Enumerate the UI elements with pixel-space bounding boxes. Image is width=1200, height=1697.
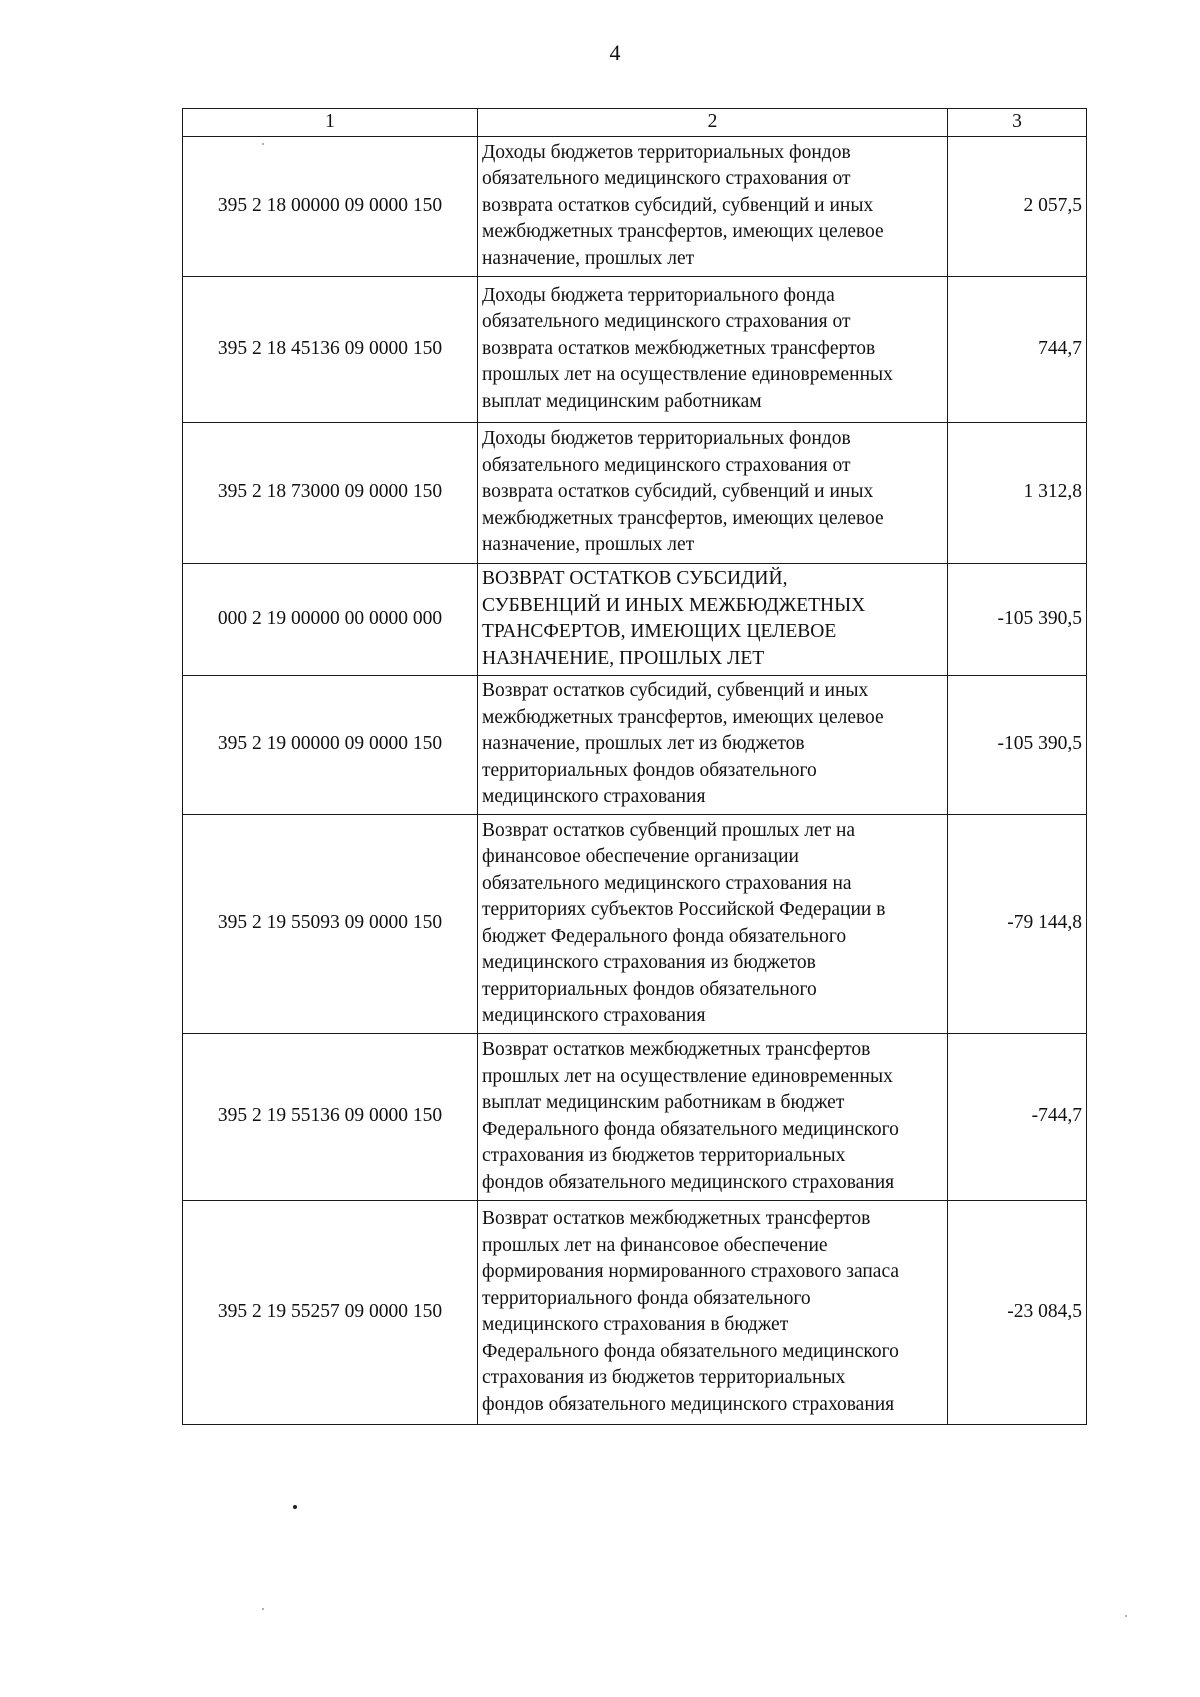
table-row (183, 1200, 1087, 1424)
budget-code: 395 2 19 55093 09 0000 150 (183, 814, 478, 1033)
column-header-2: 2 (478, 109, 948, 137)
revenue-description (478, 563, 948, 675)
description-line: назначение, прошлых лет (482, 247, 695, 269)
amount: -105 390,5 (948, 563, 1087, 675)
description-line: территориях субъектов Российской Федерации в (482, 899, 886, 920)
table-row (183, 136, 1087, 276)
budget-code: 000 2 19 00000 00 0000 000 (183, 563, 478, 675)
description-line: территориальных фондов обязательного (482, 978, 817, 1000)
description-line: территориальных фондов обязательного (482, 759, 817, 781)
scan-speck (1125, 1615, 1127, 1617)
description-line: выплат медицинским работникам в бюджет (482, 1092, 845, 1113)
amount: -23 084,5 (948, 1200, 1087, 1424)
description-line: территориального фонда обязательного (482, 1287, 811, 1309)
amount: 1 312,8 (948, 422, 1087, 563)
description-line: финансовое обеспечение организации (482, 846, 799, 867)
description-line: возврата остатков субсидий, субвенций и иных (482, 481, 874, 503)
description-line: прошлых лет на финансовое обеспечение (482, 1234, 828, 1256)
description-line: назначение, прошлых лет (482, 534, 695, 556)
description-line: Доходы бюджета территориального фонда (482, 284, 835, 306)
description-line: обязательного медицинского страхования от (482, 454, 851, 476)
description-line: Возврат остатков межбюджетных трансфертов (482, 1208, 871, 1229)
budget-code: 395 2 19 00000 09 0000 150 (183, 675, 478, 814)
scan-dot (293, 1505, 297, 1509)
description-line: Возврат остатков субсидий, субвенций и иных (482, 680, 869, 702)
description-line: страхования из бюджетов территориальных (482, 1145, 846, 1166)
table-row (183, 814, 1087, 1033)
amount: 2 057,5 (948, 136, 1087, 276)
description-line: медицинского страхования из бюджетов (482, 952, 816, 973)
description-line: медицинского страхования в бюджет (482, 1314, 789, 1335)
description-line: назначение, прошлых лет из бюджетов (482, 733, 805, 755)
table-row (183, 276, 1087, 422)
description-line: обязательного медицинского страхования от (482, 311, 851, 333)
budget-code: 395 2 18 00000 09 0000 150 (183, 136, 478, 276)
table-row (183, 1033, 1087, 1200)
scan-speck (262, 143, 264, 145)
column-header-3: 3 (948, 109, 1087, 137)
table-row (183, 422, 1087, 563)
description-line: Доходы бюджетов территориальных фондов (482, 428, 851, 450)
revenue-description (478, 1033, 948, 1200)
description-line: Возврат остатков субвенций прошлых лет на (482, 819, 856, 841)
revenue-description (478, 1200, 948, 1424)
table-row (183, 675, 1087, 814)
description-line: возврата остатков межбюджетных трансфертов (482, 337, 876, 359)
description-line: ВОЗВРАТ ОСТАТКОВ СУБСИДИЙ, (482, 568, 788, 589)
amount: -744,7 (948, 1033, 1087, 1200)
table-row (183, 563, 1087, 675)
description-line: медицинского страхования (482, 1005, 706, 1026)
description-line: страхования из бюджетов территориальных (482, 1367, 846, 1388)
description-line: Доходы бюджетов территориальных фондов (482, 141, 851, 163)
description-line: бюджет Федерального фонда обязательного (482, 925, 847, 947)
amount: -105 390,5 (948, 675, 1087, 814)
scan-speck (262, 1608, 264, 1610)
budget-code: 395 2 19 55257 09 0000 150 (183, 1200, 478, 1424)
description-line: межбюджетных трансфертов, имеющих целевое (482, 706, 884, 728)
description-line: медицинского страхования (482, 786, 706, 808)
budget-code: 395 2 18 45136 09 0000 150 (183, 276, 478, 422)
description-line: прошлых лет на осуществление единовременных (482, 1065, 893, 1087)
description-line: фондов обязательного медицинского страхования (482, 1171, 895, 1193)
description-line: межбюджетных трансфертов, имеющих целевое (482, 221, 884, 243)
amount: -79 144,8 (948, 814, 1087, 1033)
budget-code: 395 2 19 55136 09 0000 150 (183, 1033, 478, 1200)
page-number: 4 (609, 40, 621, 65)
description-line: фондов обязательного медицинского страхования (482, 1393, 895, 1415)
description-line: обязательного медицинского страхования от (482, 168, 851, 190)
revenue-description (478, 276, 948, 422)
description-line: ТРАНСФЕРТОВ, ИМЕЮЩИХ ЦЕЛЕВОЕ (482, 621, 837, 642)
column-header-1: 1 (183, 109, 478, 137)
description-line: обязательного медицинского страхования на (482, 872, 852, 894)
description-line: возврата остатков субсидий, субвенций и иных (482, 194, 874, 216)
description-line: межбюджетных трансфертов, имеющих целевое (482, 507, 884, 529)
description-line: СУБВЕНЦИЙ И ИНЫХ МЕЖБЮДЖЕТНЫХ (482, 594, 866, 616)
description-line: выплат медицинским работникам (482, 390, 762, 412)
description-line: Федерального фонда обязательного медицинского (482, 1118, 899, 1140)
description-line: Возврат остатков межбюджетных трансфертов (482, 1039, 871, 1060)
budget-table (182, 108, 1087, 1425)
revenue-description (478, 814, 948, 1033)
description-line: НАЗНАЧЕНИЕ, ПРОШЛЫХ ЛЕТ (482, 647, 765, 669)
revenue-description (478, 422, 948, 563)
budget-code: 395 2 18 73000 09 0000 150 (183, 422, 478, 563)
amount: 744,7 (948, 276, 1087, 422)
description-line: прошлых лет на осуществление единовременных (482, 364, 893, 386)
revenue-description (478, 136, 948, 276)
description-line: Федерального фонда обязательного медицинского (482, 1340, 899, 1362)
revenue-description (478, 675, 948, 814)
table-header-row (183, 109, 1087, 137)
description-line: формирования нормированного страхового запаса (482, 1261, 899, 1282)
